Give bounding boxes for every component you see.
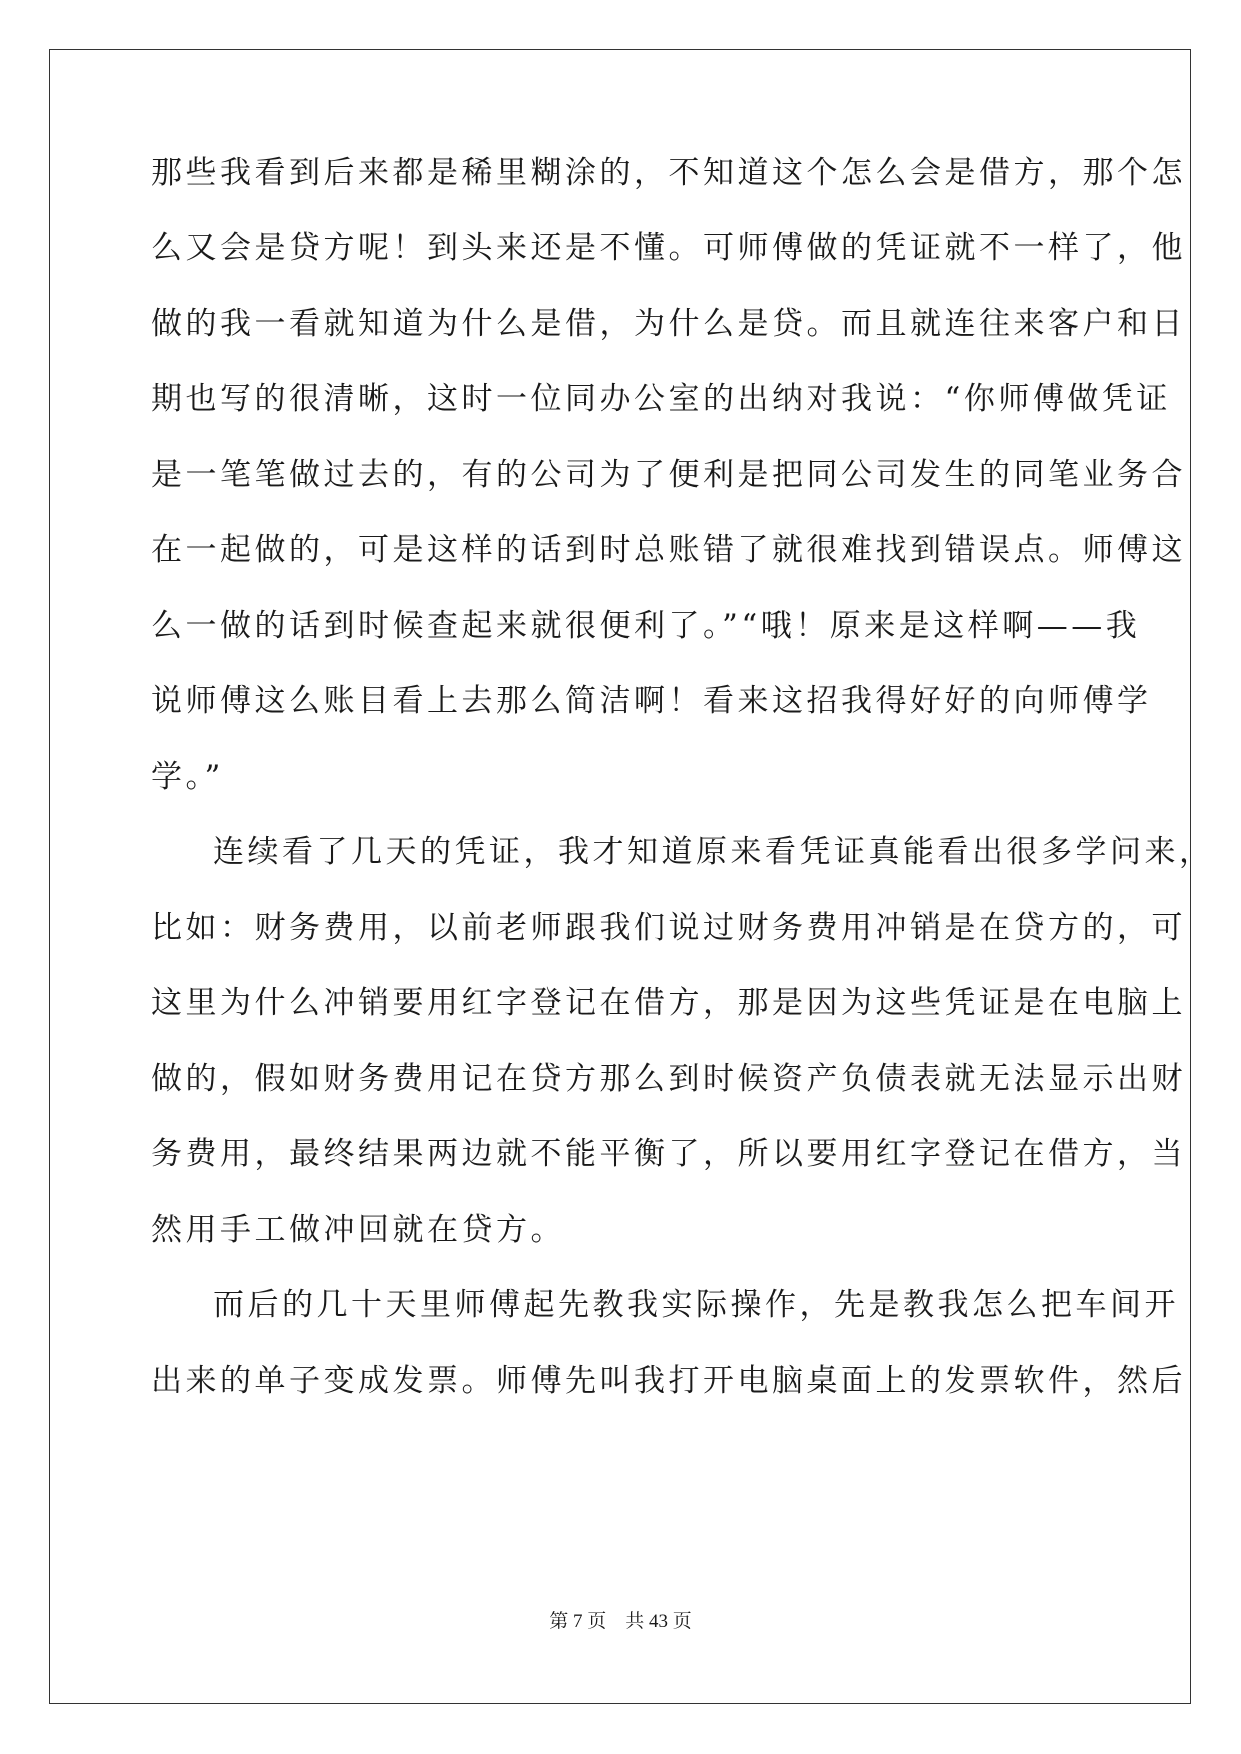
page-border [49, 49, 1214, 1704]
text-line: 是一笔笔做过去的，有的公司为了便利是把同公司发生的同笔业务合 [151, 457, 1186, 493]
text-line: 做的我一看就知道为什么是借，为什么是贷。而且就连往来客户和日 [151, 306, 1186, 342]
text-line: 学。” [151, 759, 224, 795]
text-line: 期也写的很清晰，这时一位同办公室的出纳对我说：“你师傅做凭证 [151, 381, 1171, 417]
text-line: 比如：财务费用，以前老师跟我们说过财务费用冲销是在贷方的，可 [151, 910, 1186, 946]
paragraph-first-line: 连续看了几天的凭证，我才知道原来看凭证真能看出很多学问来， [213, 834, 1214, 870]
text-line: 那些我看到后来都是稀里糊涂的，不知道这个怎么会是借方，那个怎 [151, 155, 1186, 191]
paragraph-first-line: 而后的几十天里师傅起先教我实际操作，先是教我怎么把车间开 [213, 1287, 1179, 1323]
text-line: 么又会是贷方呢！到头来还是不懂。可师傅做的凭证就不一样了，他 [151, 230, 1186, 266]
page-footer [0, 1606, 1241, 1633]
text-line: 然用手工做冲回就在贷方。 [151, 1212, 565, 1248]
page-total: 共 43 页 [625, 1611, 692, 1632]
text-line: 这里为什么冲销要用红字登记在借方，那是因为这些凭证是在电脑上 [151, 985, 1186, 1021]
text-line: 出来的单子变成发票。师傅先叫我打开电脑桌面上的发票软件，然后 [151, 1363, 1186, 1399]
text-line: 么一做的话到时候查起来就很便利了。”“哦！原来是这样啊——我 [151, 608, 1141, 644]
page-number: 第 7 页 [549, 1611, 607, 1632]
text-line: 说师傅这么账目看上去那么简洁啊！看来这招我得好好的向师傅学 [151, 683, 1152, 719]
text-line: 在一起做的，可是这样的话到时总账错了就很难找到错误点。师傅这 [151, 532, 1186, 568]
text-line: 做的，假如财务费用记在贷方那么到时候资产负债表就无法显示出财 [151, 1061, 1186, 1097]
text-line: 务费用，最终结果两边就不能平衡了，所以要用红字登记在借方，当 [151, 1136, 1186, 1172]
